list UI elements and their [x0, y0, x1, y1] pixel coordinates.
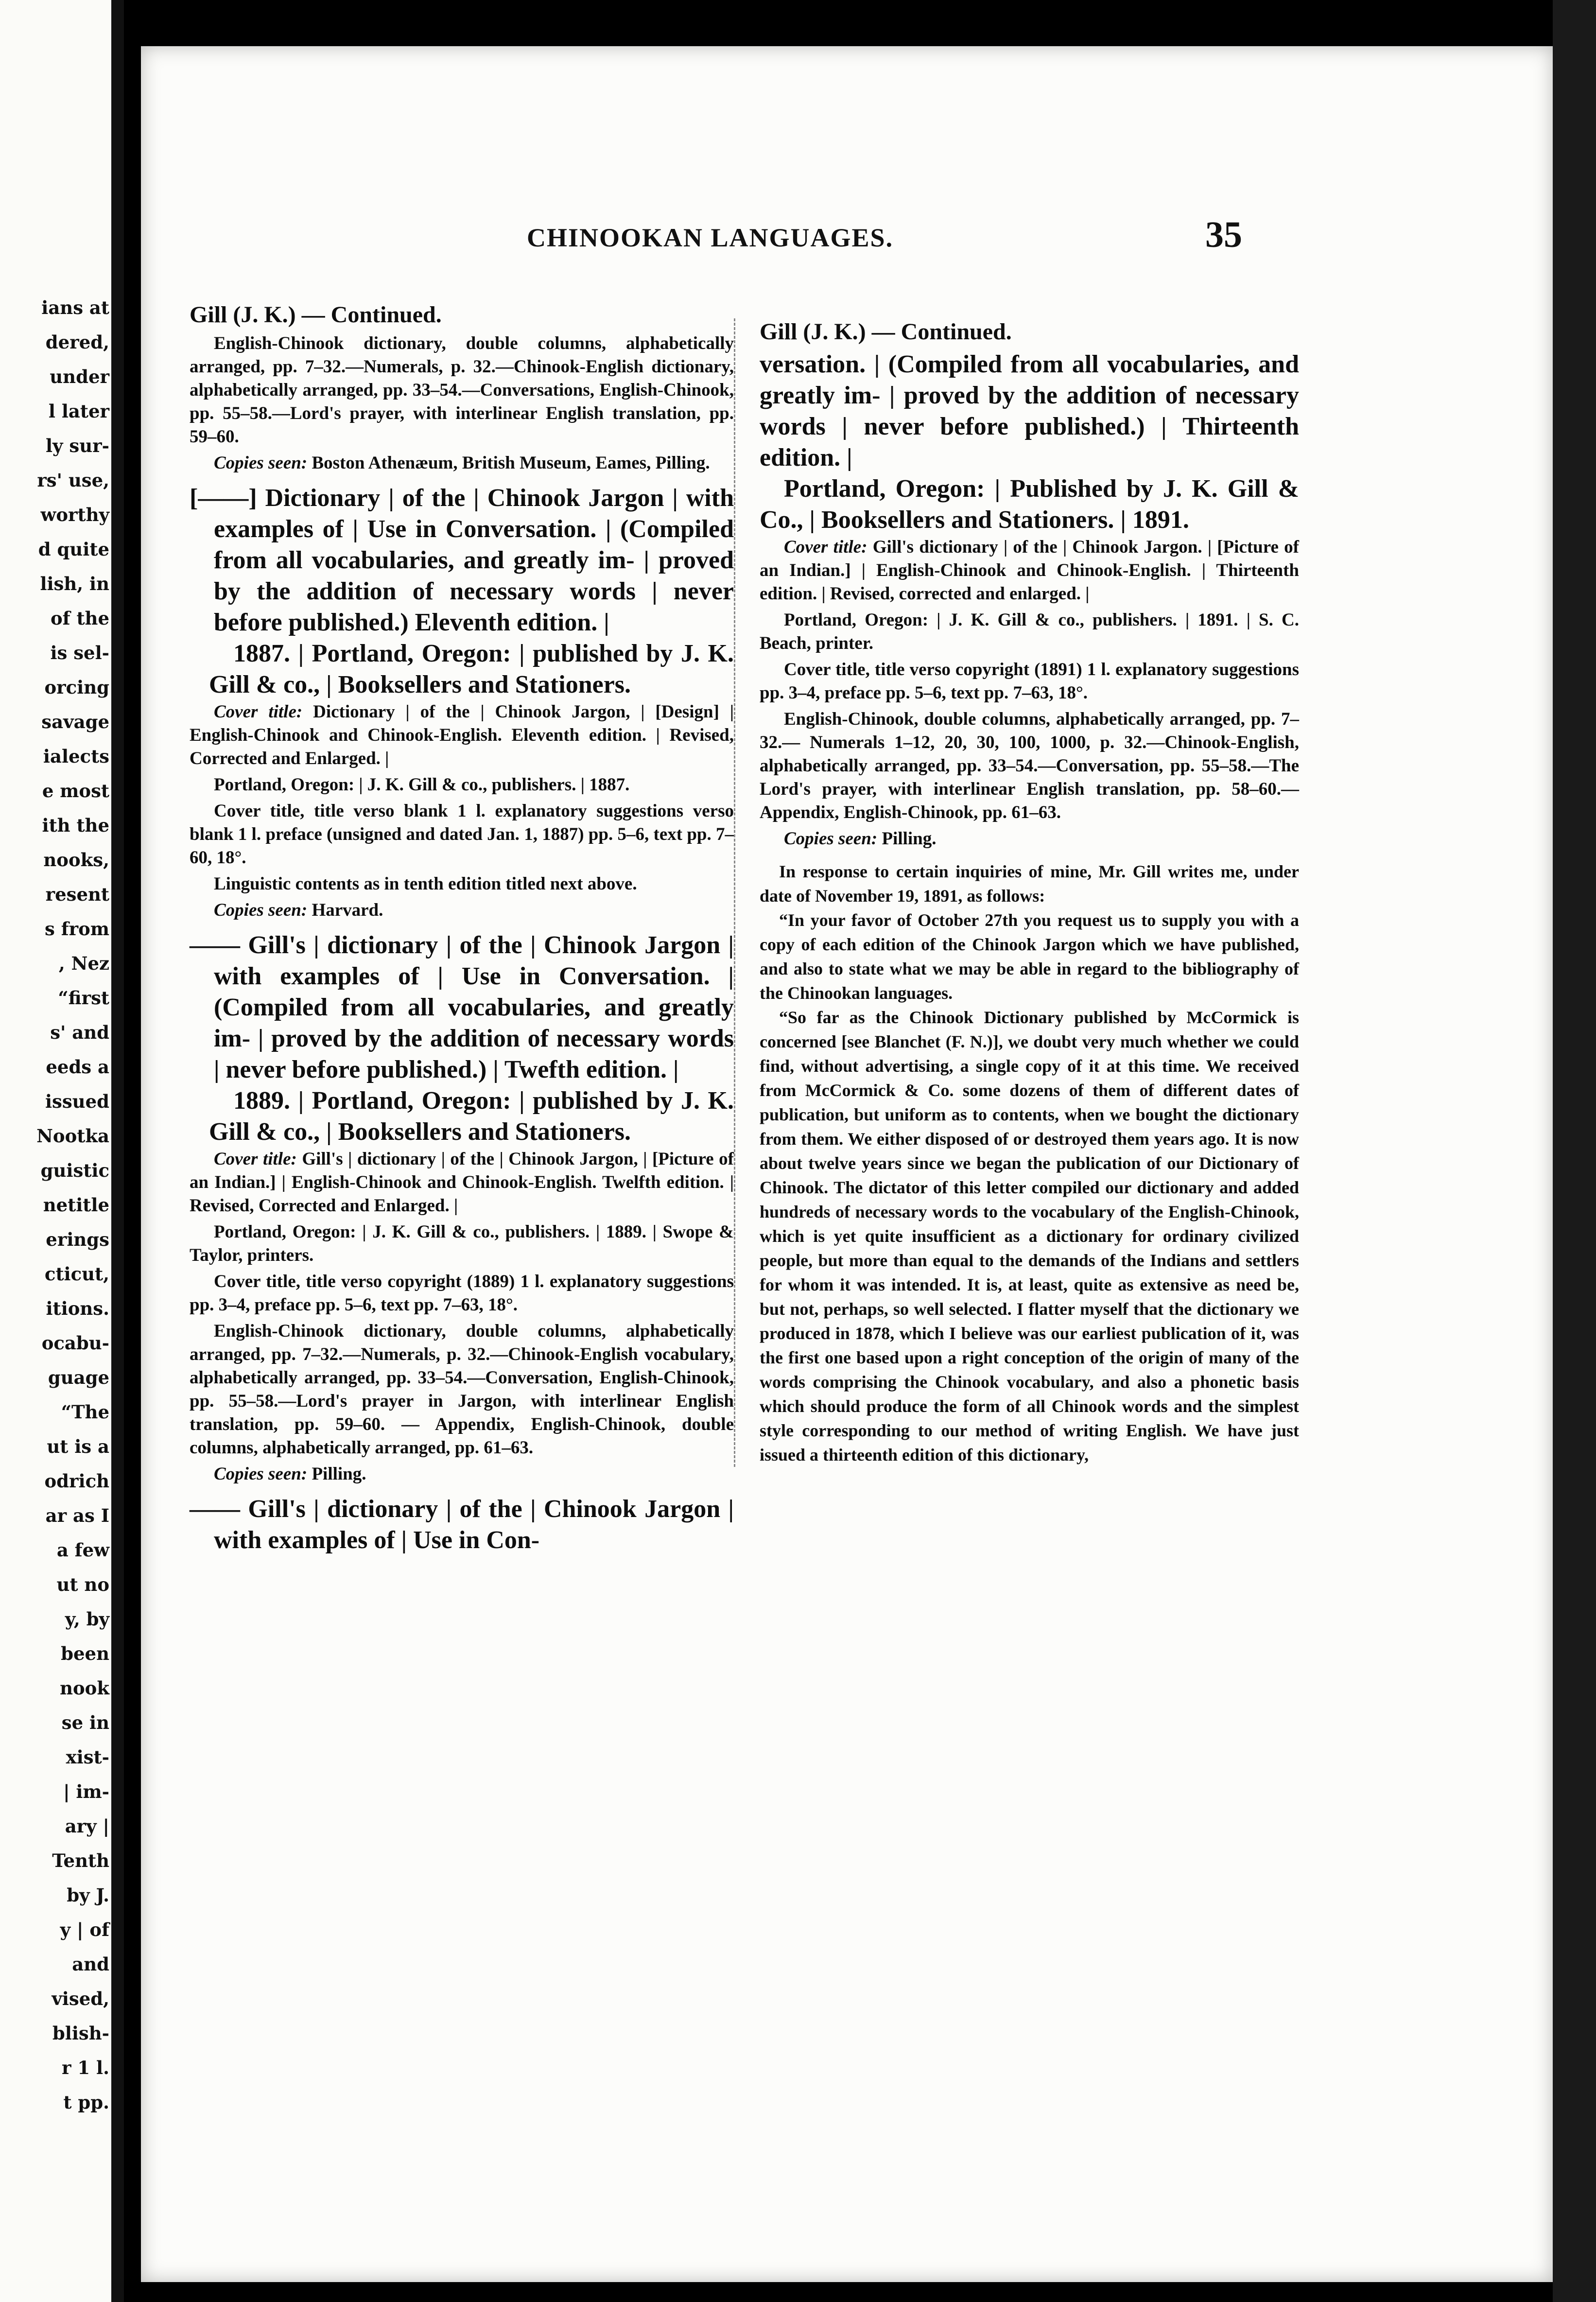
previous-page-text-fragment: been [61, 1643, 109, 1664]
continued-heading: Gill (J. K.) — Continued. [760, 319, 1012, 345]
previous-page-text-fragment: , Nez [58, 953, 109, 974]
previous-page-text-fragment: ar as I [45, 1505, 109, 1526]
previous-page-text-fragment: ith the [42, 815, 109, 836]
previous-page-text-fragment: and [72, 1953, 109, 1975]
previous-page-text-fragment: Tenth [52, 1850, 109, 1871]
previous-page-text-fragment: e most [42, 780, 109, 802]
previous-page-text-fragment: dered, [45, 331, 109, 353]
cover-title-text: Dictionary | of the | Chinook Jargon, | [Design] | English-Chinook and Chinook-English. Eleventh edition. | Revised, Corrected and Enlarged. | [190, 702, 734, 768]
copies-seen-note [190, 899, 734, 922]
previous-page-text-fragment: under [50, 366, 109, 387]
copies-note [190, 452, 734, 475]
previous-page-text-fragment: ocabu- [41, 1332, 109, 1354]
entry-twelfth-edition [190, 930, 734, 1486]
cover-title-label: Cover title: [784, 537, 867, 557]
previous-page-edge [0, 0, 124, 2302]
copies-seen-note [760, 827, 1299, 851]
previous-page-text-fragment: guistic [40, 1160, 109, 1181]
previous-page-text-fragment: cticut, [44, 1263, 109, 1285]
entry-title: [——] Dictionary | of the | Chinook Jargon | with examples of | Use in Conversation. | (Compiled from all vocabularies, and greatly im- | proved by the addition of necessary words | never before published.) Eleventh edition. | [190, 484, 734, 636]
previous-page-text-fragment: s' and [50, 1022, 109, 1043]
page-number: 35 [1205, 214, 1242, 255]
previous-page-text-fragment: by J. [67, 1884, 109, 1906]
cover-title-text: Gill's | dictionary | of the | Chinook Jargon, | [Picture of an Indian.] | English-Chinook and Chinook-English. Twelfth edition. | Revised, Corrected and Enlarged. | [190, 1149, 734, 1216]
previous-page-text-fragment: ary | [65, 1815, 109, 1837]
previous-page-text-fragment: | im- [63, 1781, 109, 1802]
previous-page-text-fragment: guage [48, 1367, 109, 1388]
previous-page-text-fragment: savage [41, 711, 109, 732]
linguistic-contents-note: English-Chinook, double columns, alphabetically arranged, pp. 7–32.— Numerals 1–12, 20, 30, 100, 1000, p. 32.—Chinook-English, alphabetically arranged, pp. 33–54.—Conversation, pp. 55–58.—The Lord's prayer, with interlinear English translation, pp. 58–60.— Appendix, English-Chinook, pp. 61–63. [760, 709, 1299, 822]
contents-note: English-Chinook dictionary, double columns, alphabetically arranged, pp. 7–32.—Numerals, p. 32.—Chinook-English dictionary, alphabetically arranged, pp. 33–54.—Conversations, English-Chinook, pp. 55–58.—Lord's prayer, with interlinear English translation, pp. 59–60. [190, 333, 734, 447]
collation-note: Cover title, title verso copyright (1889) 1 l. explanatory suggestions pp. 3–4, preface pp. 5–6, text pp. 7–63, 18°. [190, 1272, 734, 1315]
previous-page-text-fragment: orcing [44, 677, 109, 698]
copies-label: Copies seen: [784, 829, 878, 849]
page-header [141, 209, 1553, 253]
entry-title: —— Gill's | dictionary | of the | Chinook Jargon | with examples of | Use in Con- [190, 1495, 734, 1554]
cover-title-note [190, 700, 734, 770]
entry-imprint: 1887. | Portland, Oregon: | published by J. K. Gill & co., | Booksellers and Stationers. [209, 640, 734, 698]
previous-page-text-fragment: “first [58, 987, 109, 1009]
previous-page-text-fragment: blish- [52, 2023, 109, 2044]
previous-page-text-fragment: itions. [46, 1298, 109, 1319]
cover-imprint-note: Portland, Oregon: | J. K. Gill & co., publishers. | 1887. [214, 775, 630, 795]
left-column [190, 301, 734, 1556]
copies-list: Pilling. [882, 829, 937, 849]
book-spine-edge [1553, 0, 1596, 2302]
previous-page-text-fragment: nook [60, 1677, 109, 1699]
letter-paragraph: “In your favor of October 27th you request us to supply you with a copy of each edition of the Chinook Jargon which we have published, and also to state what we may be able in regard to the bibliography of the Chinookan languages. [760, 910, 1299, 1003]
response-intro: In response to certain inquiries of mine, Mr. Gill writes me, under date of November 19, 1891, as follows: [760, 862, 1299, 906]
previous-page-text-fragment: s from [45, 918, 109, 940]
cover-title-text: Gill's dictionary | of the | Chinook Jargon. | [Picture of an Indian.] | English-Chinook and Chinook-English. | Thirteenth edition. | Revised, corrected and enlarged. | [760, 537, 1299, 604]
previous-page-text-fragment: ians at [41, 297, 109, 318]
collation-note: Cover title, title verso copyright (1891) 1 l. explanatory suggestions pp. 3–4, preface pp. 5–6, text pp. 7–63, 18°. [760, 660, 1299, 703]
previous-page-text-fragment: erings [46, 1229, 109, 1250]
entry-imprint: 1889. | Portland, Oregon: | published by J. K. Gill & co., | Booksellers and Stationers. [209, 1087, 734, 1146]
previous-page-text-fragment: of the [50, 608, 109, 629]
running-title: CHINOOKAN LANGUAGES. [527, 223, 894, 252]
cover-imprint-note: Portland, Oregon: | J. K. Gill & co., publishers. | 1889. | Swope & Taylor, printers. [190, 1222, 734, 1265]
letter-paragraph: “So far as the Chinook Dictionary published by McCormick is concerned [see Blanchet (F. N.)], we doubt very much whether we could find, without advertising, a single copy of it at this time. We received from McCormick & Co. some dozens of them of different dates of publication, but uniform as to contents, when we bought the dictionary from them. We either disposed of or destroyed them years ago. It is now about twelve years since we began the publication of our Dictionary of Chinook. The dictator of this letter compiled our dictionary and added hundreds of necessary words to the vocabulary of the English-Chinook, which is yet quite insufficient as a dictionary for ordinary civilized people, but more than equal to the demands of the Indians and settlers for whom it was intended. It is, at least, quite as extensive as need be, but not, perhaps, so well selected. I flatter myself that the dictionary we produced in 1878, which I believe was our earliest publication of it, was the first one based upon a right conception of the origin of many of the words comprising the Chinook vocabulary, and also a phonetic basis which should produce the form of all Chinook words and the simplest style corresponding to our method of writing English. We have just issued a thirteenth edition of this dictionary, [760, 1008, 1299, 1465]
previous-page-text-fragment: y, by [65, 1608, 109, 1630]
cover-imprint-note: Portland, Oregon: | J. K. Gill & co., publishers. | 1891. | S. C. Beach, printer. [760, 610, 1299, 653]
previous-page-text-fragment: r 1 l. [62, 2057, 109, 2078]
previous-page-text-fragment: worthy [40, 504, 109, 525]
entry-thirteenth-edition-start [190, 1494, 734, 1556]
previous-page-text-fragment: resent [45, 884, 109, 905]
previous-page-text-fragment: ut is a [47, 1436, 109, 1457]
previous-page-text-fragment: a few [56, 1539, 109, 1561]
entry-eleventh-edition [190, 483, 734, 922]
book-page [141, 46, 1553, 2282]
copies-label: Copies seen: [214, 453, 308, 473]
copies-label: Copies seen: [214, 900, 308, 920]
copies-label: Copies seen: [214, 1464, 308, 1484]
previous-page-text-fragment: ut no [56, 1574, 109, 1595]
previous-page-text-fragment: se in [61, 1712, 109, 1733]
right-column [734, 318, 1299, 1467]
previous-page-text-fragment: netitle [43, 1194, 109, 1216]
copies-list: Boston Athenæum, British Museum, Eames, Pilling. [312, 453, 710, 473]
previous-page-text-fragment: y | of [60, 1919, 109, 1940]
previous-page-text-fragment: l later [48, 401, 109, 422]
copies-list: Pilling. [312, 1464, 366, 1484]
collation-note: Cover title, title verso blank 1 l. explanatory suggestions verso blank 1 l. preface (unsigned and dated Jan. 1, 1887) pp. 5–6, text pp. 7–60, 18°. [190, 801, 734, 868]
previous-page-text-fragment: “The [61, 1401, 109, 1423]
previous-page-text-fragment: t pp. [63, 2092, 109, 2113]
previous-page-text-fragment: odrich [44, 1470, 109, 1492]
entry-title: —— Gill's | dictionary | of the | Chinook Jargon | with examples of | Use in Conversation. | (Compiled from all vocabularies, and greatly im- | proved by the addition of necessary words | never before published.) | Twefth edition. | [190, 931, 734, 1083]
previous-page-text-fragment: d quite [38, 539, 109, 560]
copies-seen-note [190, 1463, 734, 1486]
cover-title-label: Cover title: [214, 1149, 297, 1169]
previous-page-text-fragment: eeds a [46, 1056, 109, 1078]
previous-page-text-fragment: is sel- [50, 642, 109, 663]
previous-page-text-fragment: issued [45, 1091, 109, 1112]
cover-title-note [760, 536, 1299, 606]
binding-shadow [111, 0, 124, 2302]
previous-page-text-fragment: lish, in [40, 573, 109, 594]
entry-imprint: Portland, Oregon: | Published by J. K. Gill & Co., | Booksellers and Stationers. | 1891. [760, 475, 1299, 534]
previous-page-text-fragment: vised, [52, 1988, 109, 2009]
cover-title-label: Cover title: [214, 702, 303, 722]
continued-heading: Gill (J. K.) — Continued. [190, 302, 442, 328]
entry-title-continuation: versation. | (Compiled from all vocabularies, and greatly im- | proved by the addition of necessary words | never before published.) | Thirteenth edition. | [760, 350, 1299, 471]
cover-title-note [190, 1148, 734, 1218]
copies-list: Harvard. [312, 900, 383, 920]
previous-page-text-fragment: ly sur- [45, 435, 109, 456]
previous-page-text-fragment: xist- [66, 1746, 109, 1768]
previous-page-text-fragment: nooks, [43, 849, 109, 871]
previous-page-text-fragment: Nootka [36, 1125, 109, 1147]
previous-page-text-fragment: ialects [43, 746, 109, 767]
previous-page-text-fragment: rs' use, [37, 470, 109, 491]
linguistic-contents-note: Linguistic contents as in tenth edition titled next above. [214, 874, 637, 894]
linguistic-contents-note: English-Chinook dictionary, double columns, alphabetically arranged, pp. 7–32.—Numerals, p. 32.—Chinook-English vocabulary, alphabetically arranged, pp. 33–54.—Conversation, English-Chinook, pp. 55–58.—Lord's prayer in Jargon, with interlinear English translation, pp. 59–60. — Appendix, English-Chinook, double columns, alphabetically arranged, pp. 61–63. [190, 1321, 734, 1458]
